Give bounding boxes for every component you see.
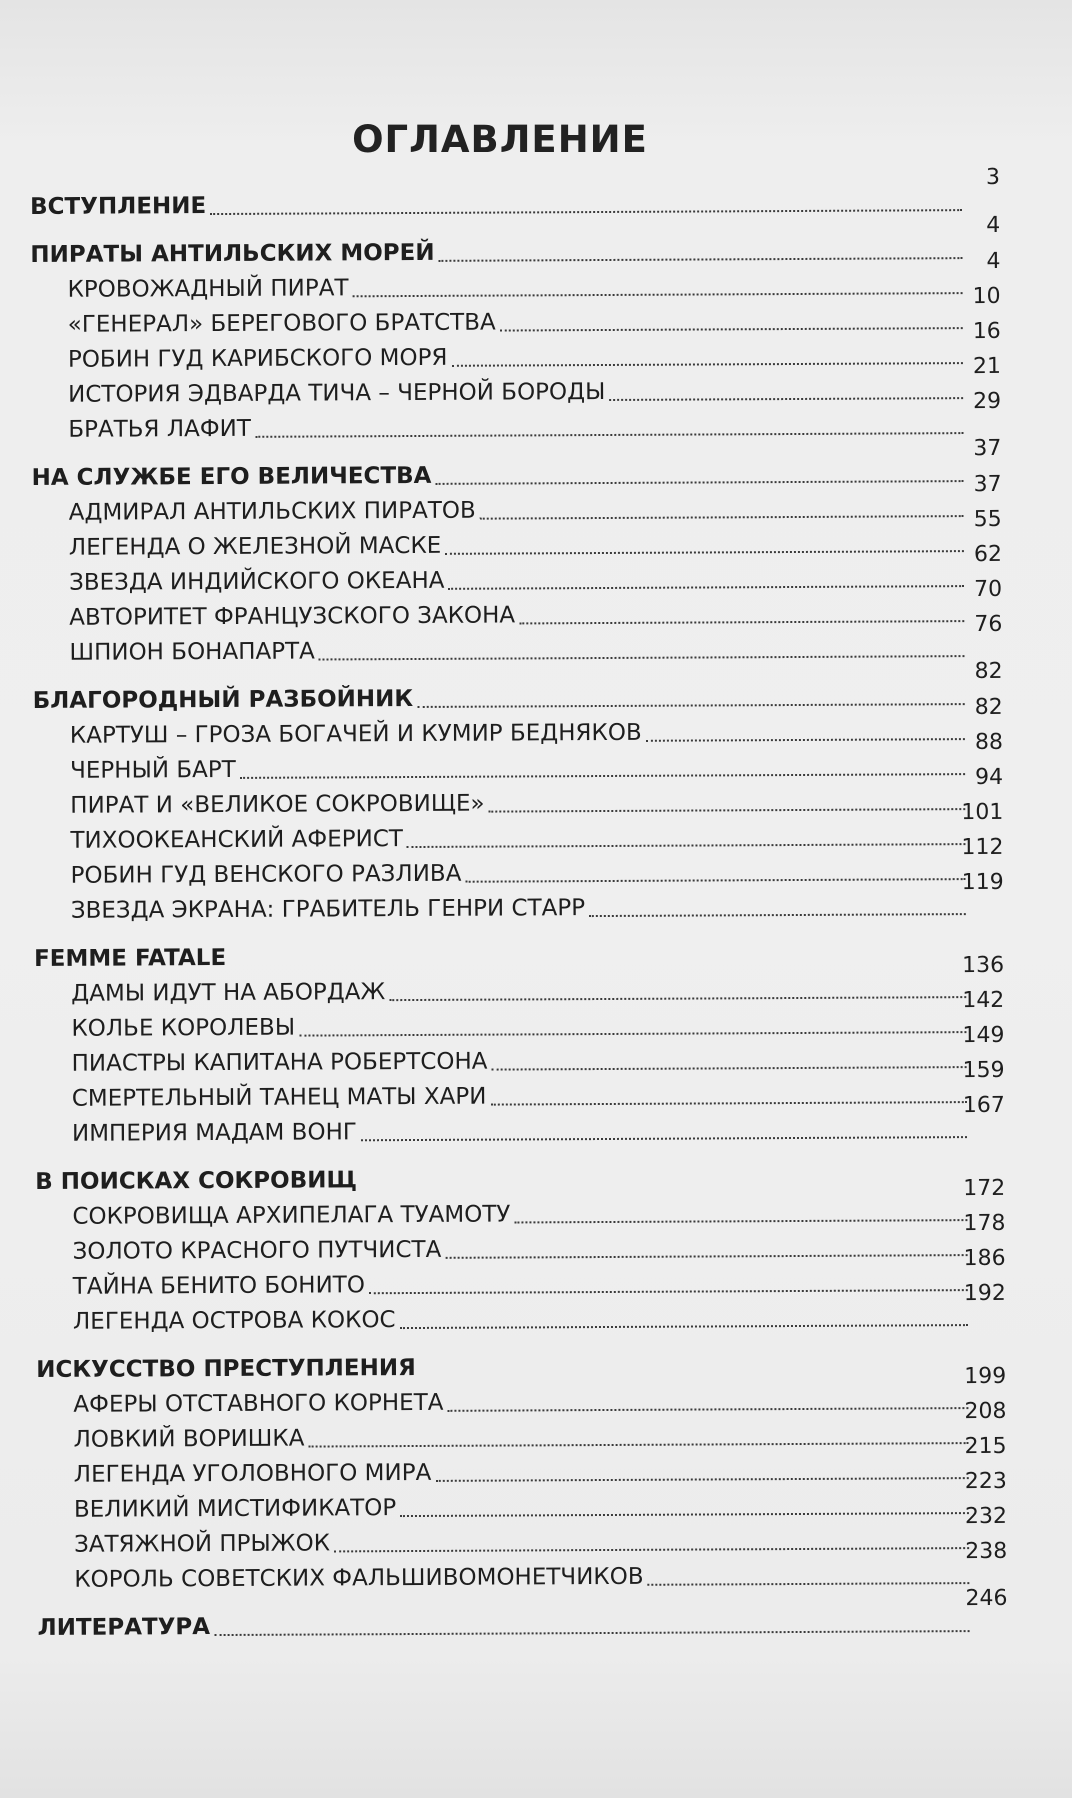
dot-leader — [369, 1289, 968, 1294]
dot-leader — [492, 1066, 967, 1070]
toc-page-number: 186 — [963, 1245, 1006, 1272]
toc-section — [37, 1585, 1008, 1642]
toc-page-number: 10 — [972, 283, 1001, 310]
toc-entry-title: ПИАСТРЫ КАПИТАНА РОБЕРТСОНА — [71, 1048, 488, 1077]
toc-page-number: 94 — [975, 764, 1004, 791]
toc-entry-title: ЗАТЯЖНОЙ ПРЫЖОК — [74, 1530, 331, 1558]
dot-leader — [447, 1407, 968, 1412]
toc-entry-title: ШПИОН БОНАПАРТА — [69, 638, 315, 666]
toc-page-number: 159 — [962, 1057, 1005, 1084]
toc-section-heading — [35, 1155, 1005, 1196]
toc-entry-title: ТИХООКЕАНСКИЙ АФЕРИСТ — [70, 826, 403, 854]
toc-section-title: В ПОИСКАХ СОКРОВИЩ — [35, 1167, 358, 1195]
toc-section — [32, 658, 1004, 925]
toc-page-number: 149 — [962, 1022, 1005, 1049]
dot-leader — [435, 1477, 968, 1482]
toc-section — [36, 1343, 1007, 1594]
toc-entry-title: КОРОЛЬ СОВЕТСКИХ ФАЛЬШИВОМОНЕТЧИКОВ — [74, 1563, 644, 1593]
toc-page-number: 142 — [962, 987, 1005, 1014]
toc-entry-title: КРОВОЖАДНЫЙ ПИРАТ — [67, 275, 349, 303]
dot-leader — [490, 1101, 966, 1105]
toc-entry-title: «ГЕНЕРАЛ» БЕРЕГОВОГО БРАТСТВА — [67, 309, 496, 338]
dot-leader — [334, 1547, 969, 1552]
dot-leader — [299, 1031, 966, 1036]
dot-leader — [448, 585, 964, 590]
toc-section-title: FEMME FATALE — [33, 944, 227, 972]
toc-page-number: 199 — [964, 1363, 1007, 1390]
toc-entry-title: ЛЕГЕНДА УГОЛОВНОГО МИРА — [73, 1459, 432, 1488]
toc-entry-title: ЗОЛОТО КРАСНОГО ПУТЧИСТА — [72, 1236, 442, 1265]
dot-leader — [400, 1324, 968, 1329]
toc-page-number: 4 — [986, 248, 1001, 274]
toc-page-number: 37 — [973, 471, 1002, 498]
toc-section-title: ВСТУПЛЕНИЕ — [30, 193, 207, 220]
toc-page-number: 21 — [972, 353, 1002, 380]
dot-leader — [435, 480, 963, 485]
toc-section-heading — [31, 435, 1002, 492]
toc-entry-title: ТАЙНА БЕНИТО БОНИТО — [72, 1272, 365, 1300]
toc-entry-title: БРАТЬЯ ЛАФИТ — [68, 415, 251, 443]
toc-section-title: ЛИТЕРАТУРА — [37, 1614, 211, 1641]
toc-page-number: 136 — [962, 952, 1005, 979]
toc-section — [34, 932, 1005, 1148]
toc-page-number: 232 — [964, 1503, 1008, 1530]
dot-leader — [609, 397, 963, 401]
toc-page-number: 82 — [974, 694, 1003, 721]
toc-section-heading — [34, 932, 1004, 973]
toc-page-number: 37 — [973, 435, 1002, 462]
dot-leader — [445, 550, 964, 555]
dot-leader — [465, 878, 965, 883]
toc-entry-title: АФЕРЫ ОТСТАВНОГО КОРНЕТА — [73, 1389, 444, 1418]
toc-page-number: 62 — [973, 541, 1003, 568]
toc-entry-title: КАРТУШ – ГРОЗА БОГАЧЕЙ И КУМИР БЕДНЯКОВ — [69, 719, 642, 749]
toc-section-heading — [36, 1343, 1006, 1384]
toc-page-number: 88 — [974, 729, 1003, 756]
dot-leader — [240, 773, 965, 779]
dot-leader — [480, 515, 964, 520]
toc-entry-title: ЛЕГЕНДА ОСТРОВА КОКОС — [72, 1307, 396, 1335]
toc-page-number: 82 — [974, 658, 1003, 685]
toc-entry-title: СМЕРТЕЛЬНЫЙ ТАНЕЦ МАТЫ ХАРИ — [71, 1083, 487, 1112]
dot-leader — [439, 257, 963, 262]
toc-entry-title: ЧЕРНЫЙ БАРТ — [69, 756, 236, 784]
dot-leader — [445, 1254, 967, 1259]
toc-entry-title: РОБИН ГУД ВЕНСКОГО РАЗЛИВА — [70, 860, 462, 889]
toc-page-number: 238 — [965, 1538, 1008, 1565]
dot-leader — [451, 362, 962, 367]
toc-entry-title: АДМИРАЛ АНТИЛЬСКИХ ПИРАТОВ — [68, 497, 476, 526]
toc-section — [30, 164, 1001, 221]
toc-entry-title: СОКРОВИЩА АРХИПЕЛАГА ТУАМОТУ — [72, 1201, 511, 1230]
dot-leader — [500, 327, 963, 331]
toc-entry-title: АВТОРИТЕТ ФРАНЦУЗСКОГО ЗАКОНА — [69, 602, 516, 631]
dot-leader — [319, 655, 965, 660]
toc-entry-title: КОЛЬЕ КОРОЛЕВЫ — [71, 1014, 296, 1042]
dot-leader — [489, 808, 966, 812]
toc-page-number: 178 — [963, 1210, 1006, 1237]
dot-leader — [353, 292, 963, 297]
toc-page-number: 55 — [973, 506, 1002, 533]
table-of-contents — [30, 164, 1008, 1642]
dot-leader — [389, 996, 966, 1001]
toc-page-number: 16 — [972, 318, 1001, 345]
toc-page-number: 215 — [964, 1433, 1007, 1460]
toc-page-number: 3 — [985, 164, 1001, 190]
toc-section-heading — [30, 212, 1001, 269]
toc-section-title: БЛАГОРОДНЫЙ РАЗБОЙНИК — [32, 686, 414, 714]
toc-entry-title: ДАМЫ ИДУТ НА АБОРДАЖ — [71, 979, 386, 1007]
toc-page-number: 208 — [964, 1398, 1007, 1425]
toc-page-number: 172 — [963, 1175, 1006, 1202]
toc-section — [35, 1155, 1006, 1336]
toc-entry-title: ВЕЛИКИЙ МИСТИФИКАТОР — [73, 1495, 397, 1523]
dot-leader — [407, 843, 966, 848]
dot-leader — [519, 620, 964, 624]
dot-leader — [210, 209, 962, 215]
toc-entry-title: РОБИН ГУД КАРИБСКОГО МОРЯ — [67, 344, 448, 373]
toc-page-number: 112 — [961, 834, 1004, 861]
toc-page-number: 192 — [963, 1280, 1006, 1307]
toc-page-number: 70 — [974, 576, 1003, 603]
dot-leader — [255, 432, 963, 438]
toc-section-heading — [37, 1585, 1008, 1642]
dot-leader — [361, 1136, 967, 1141]
toc-entry-title: ЛОВКИЙ ВОРИШКА — [73, 1425, 305, 1453]
toc-page-number: 101 — [961, 799, 1004, 826]
toc-section-heading — [32, 658, 1003, 715]
toc-entry-title: ЗВЕЗДА ЭКРАНА: ГРАБИТЕЛЬ ГЕНРИ СТАРР — [70, 895, 586, 924]
toc-entry-title: ИСТОРИЯ ЭДВАРДА ТИЧА – ЧЕРНОЙ БОРОДЫ — [68, 378, 606, 408]
toc-page-number: 76 — [974, 611, 1003, 638]
dot-leader — [648, 1582, 970, 1586]
toc-entry-title: ПИРАТ И «ВЕЛИКОЕ СОКРОВИЩЕ» — [70, 790, 485, 819]
toc-entry-title: ЛЕГЕНДА О ЖЕЛЕЗНОЙ МАСКЕ — [68, 532, 442, 561]
toc-entry-title: ИМПЕРИЯ МАДАМ ВОНГ — [71, 1119, 357, 1147]
toc-page-number: 223 — [964, 1468, 1007, 1495]
toc-section — [31, 435, 1003, 667]
dot-leader — [646, 738, 965, 742]
dot-leader — [214, 1630, 970, 1636]
dot-leader — [589, 913, 966, 917]
toc-section — [30, 212, 1002, 444]
toc-section-heading — [30, 164, 1001, 221]
page-title: ОГЛАВЛЕНИЕ — [352, 118, 648, 161]
toc-section-title: ИСКУССТВО ПРЕСТУПЛЕНИЯ — [36, 1354, 416, 1383]
toc-section-title: НА СЛУЖБЕ ЕГО ВЕЛИЧЕСТВА — [31, 462, 432, 491]
toc-page-number: 167 — [962, 1092, 1005, 1119]
dot-leader — [400, 1512, 969, 1517]
toc-page-number: 29 — [973, 388, 1002, 415]
dot-leader — [417, 703, 965, 708]
toc-entry-title: ЗВЕЗДА ИНДИЙСКОГО ОКЕАНА — [69, 567, 445, 596]
dot-leader — [308, 1442, 968, 1447]
toc-page-number: 4 — [986, 212, 1001, 238]
toc-page-number: 119 — [961, 869, 1004, 896]
dot-leader — [514, 1219, 967, 1223]
toc-page-number: 246 — [965, 1585, 1008, 1612]
toc-section-title: ПИРАТЫ АНТИЛЬСКИХ МОРЕЙ — [30, 239, 435, 268]
